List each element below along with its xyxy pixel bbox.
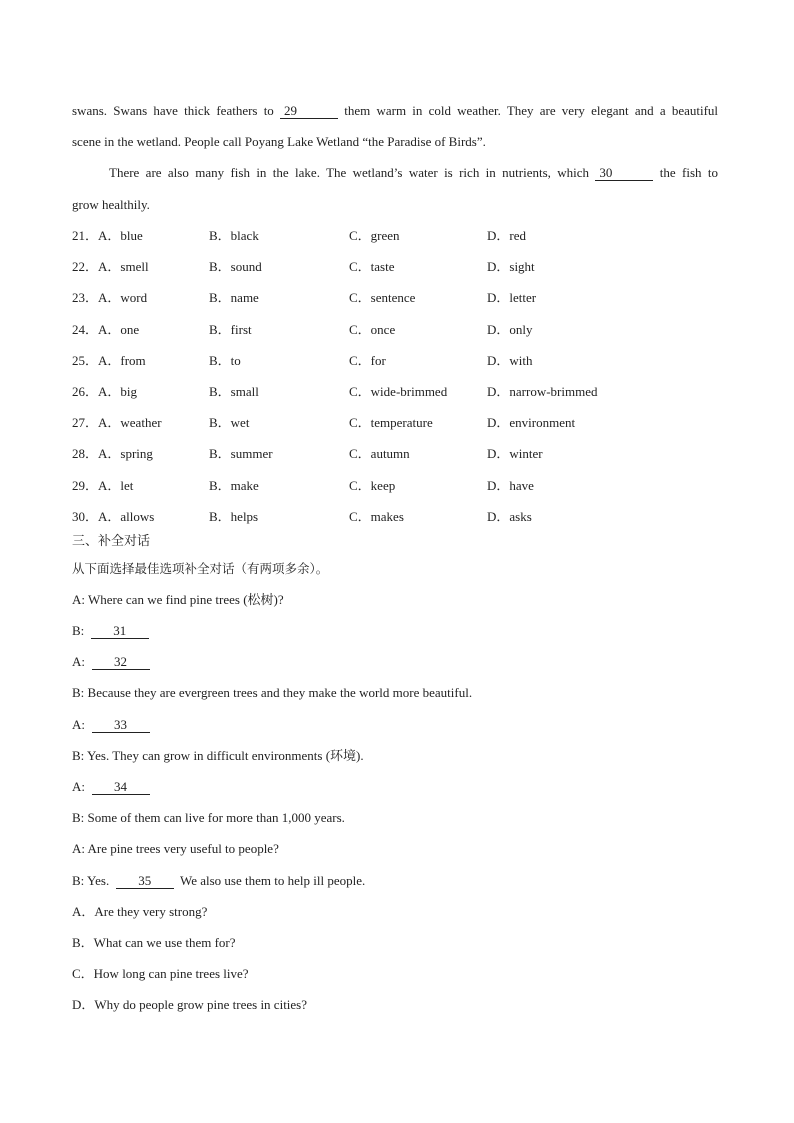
dialogue-text: We also use them to help ill people. xyxy=(179,873,366,888)
option-c: C．for xyxy=(349,352,386,368)
option-row xyxy=(72,259,732,275)
option-d: D．sight xyxy=(487,259,535,275)
option-d: D．have xyxy=(487,477,534,493)
question-number: 22． xyxy=(72,259,99,275)
option-c: C．keep xyxy=(349,477,396,493)
option-cell xyxy=(72,478,133,494)
option-b: B．small xyxy=(209,384,259,399)
question-number: 25． xyxy=(72,352,99,368)
option-a: A．smell xyxy=(98,259,149,275)
option-cell xyxy=(72,384,137,400)
option-a: A．big xyxy=(98,384,138,399)
option-d: D．letter xyxy=(487,290,537,306)
passage-text: them warm in cold weather. They are very elegant and a beautiful xyxy=(344,103,719,118)
passage-line-3 xyxy=(109,165,718,181)
option-c: C．temperature xyxy=(349,415,433,431)
option-d: D．with xyxy=(487,352,533,368)
option-cell xyxy=(72,353,146,369)
option-row xyxy=(72,353,732,369)
option-c: C．once xyxy=(349,321,396,337)
option-b: B．sound xyxy=(209,259,262,275)
blank-32: 32 xyxy=(92,655,150,670)
speaker-label: A: xyxy=(72,717,85,732)
option-row xyxy=(72,415,732,431)
option-b: B．wet xyxy=(209,415,250,431)
option-b: B．summer xyxy=(209,446,273,462)
option-cell xyxy=(72,259,149,275)
section-instruction: 从下面选择最佳选项补全对话（有两项多余）。 xyxy=(72,561,329,576)
option-d: D．red xyxy=(487,228,526,243)
option-d: D．environment xyxy=(487,415,576,431)
option-a: A．let xyxy=(98,477,134,493)
option-cell xyxy=(72,509,154,525)
dialogue-line xyxy=(72,654,150,670)
dialogue-line: A: Are pine trees very useful to people? xyxy=(72,841,279,856)
option-d: D．narrow-brimmed xyxy=(487,384,598,399)
option-row xyxy=(72,384,732,400)
option-a: A．weather xyxy=(98,415,162,431)
option-c: C．green xyxy=(349,228,400,243)
option-b: B．first xyxy=(209,321,252,337)
option-cell xyxy=(72,290,147,306)
question-number: 23． xyxy=(72,290,99,306)
choice-item: C．How long can pine trees live? xyxy=(72,966,249,981)
option-row xyxy=(72,509,732,525)
option-b: B．helps xyxy=(209,508,259,524)
option-c: C．taste xyxy=(349,259,395,275)
option-a: A．spring xyxy=(98,446,153,462)
question-number: 30． xyxy=(72,508,99,524)
speaker-label: B: Yes. xyxy=(72,873,110,888)
passage-line-1 xyxy=(72,103,718,119)
dialogue-line: B: Some of them can live for more than 1,000 years. xyxy=(72,810,345,825)
option-b: B．black xyxy=(209,228,259,243)
blank-33: 33 xyxy=(92,718,150,733)
speaker-label: B: xyxy=(72,623,85,638)
question-number: 24． xyxy=(72,321,99,337)
option-c: C．sentence xyxy=(349,290,416,306)
question-number: 26． xyxy=(72,384,99,399)
option-cell xyxy=(72,322,139,338)
option-cell xyxy=(72,446,153,462)
option-a: A．from xyxy=(98,352,146,368)
option-c: C．wide-brimmed xyxy=(349,384,448,399)
dialogue-line: A: Where can we find pine trees (松树)? xyxy=(72,592,284,607)
option-cell xyxy=(72,415,162,431)
question-number: 28． xyxy=(72,446,99,462)
dialogue-line xyxy=(72,623,149,639)
dialogue-line xyxy=(72,873,365,889)
dialogue-line xyxy=(72,717,150,733)
choice-item: A．Are they very strong? xyxy=(72,904,208,919)
option-row xyxy=(72,478,732,494)
blank-30: 30 xyxy=(595,166,653,181)
option-d: D．asks xyxy=(487,508,532,524)
section-heading: 三、补全对话 xyxy=(72,534,151,549)
dialogue-line: B: Yes. They can grow in difficult environments (环境). xyxy=(72,748,364,763)
speaker-label: A: xyxy=(72,779,85,794)
choice-item: D．Why do people grow pine trees in cities? xyxy=(72,997,308,1012)
option-row xyxy=(72,322,732,338)
blank-35: 35 xyxy=(116,874,174,889)
passage-text: swans. Swans have thick feathers to xyxy=(72,103,274,118)
option-a: A．word xyxy=(98,290,148,306)
option-row xyxy=(72,446,732,462)
passage-text: the fish to xyxy=(659,165,719,180)
option-b: B．to xyxy=(209,352,241,368)
option-b: B．make xyxy=(209,477,259,493)
choice-item: B．What can we use them for? xyxy=(72,935,236,950)
passage-text: There are also many fish in the lake. The wetland’s water is rich in nutrients, which xyxy=(109,165,590,180)
option-c: C．autumn xyxy=(349,446,410,462)
option-row xyxy=(72,290,732,306)
passage-line-2: scene in the wetland. People call Poyang Lake Wetland “the Paradise of Birds”. xyxy=(72,134,486,149)
option-a: A．one xyxy=(98,321,140,337)
question-number: 27． xyxy=(72,415,99,431)
blank-31: 31 xyxy=(91,624,149,639)
passage-line-4: grow healthily. xyxy=(72,197,150,212)
speaker-label: A: xyxy=(72,654,85,669)
dialogue-line: B: Because they are evergreen trees and they make the world more beautiful. xyxy=(72,685,473,700)
option-c: C．makes xyxy=(349,508,404,524)
option-d: D．winter xyxy=(487,446,543,462)
option-b: B．name xyxy=(209,290,259,306)
option-a: A．allows xyxy=(98,508,155,524)
blank-29: 29 xyxy=(280,104,338,119)
question-number: 21． xyxy=(72,228,99,243)
question-number: 29． xyxy=(72,477,99,493)
blank-34: 34 xyxy=(92,780,150,795)
dialogue-line xyxy=(72,779,150,795)
option-row xyxy=(72,228,732,244)
option-d: D．only xyxy=(487,321,533,337)
option-a: A．blue xyxy=(98,228,143,243)
option-cell xyxy=(72,228,143,244)
